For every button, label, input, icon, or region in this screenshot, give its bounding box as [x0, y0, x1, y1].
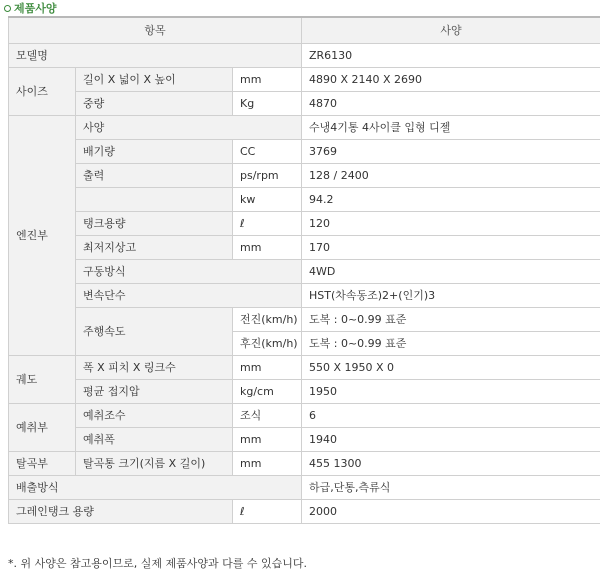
row-unit: mm	[233, 355, 302, 379]
row-label: 평균 접지압	[76, 379, 233, 403]
row-label: 구동방식	[76, 259, 302, 283]
spec-table	[8, 16, 600, 524]
row-value: 170	[302, 235, 600, 259]
category-cell: 예취부	[9, 403, 76, 451]
row-label-empty	[76, 187, 233, 211]
row-unit: CC	[233, 139, 302, 163]
row-unit: mm	[233, 235, 302, 259]
row-unit: 전진(km/h)	[233, 307, 302, 331]
row-label: 그레인탱크 용량	[9, 499, 233, 523]
category-cell: 엔진부	[9, 115, 76, 355]
table-row	[9, 259, 600, 283]
row-label: 배출방식	[9, 475, 302, 499]
section-title-text: 제품사양	[14, 2, 57, 15]
row-label: 중량	[76, 91, 233, 115]
row-label: 폭 X 피치 X 링크수	[76, 355, 233, 379]
row-value: 하급,단통,측류식	[302, 475, 600, 499]
row-value: 6	[302, 403, 600, 427]
row-value: 도복 : 0~0.99 표준	[302, 307, 600, 331]
row-value: 도복 : 0~0.99 표준	[302, 331, 600, 355]
category-cell: 궤도	[9, 355, 76, 403]
row-label: 길이 X 넓이 X 높이	[76, 67, 233, 91]
row-value: 4WD	[302, 259, 600, 283]
row-unit: ps/rpm	[233, 163, 302, 187]
table-row	[9, 187, 600, 211]
table-row	[9, 307, 600, 331]
table-row	[9, 115, 600, 139]
row-value: 4870	[302, 91, 600, 115]
row-label: 출력	[76, 163, 233, 187]
table-row	[9, 475, 600, 499]
table-row	[9, 379, 600, 403]
section-title	[4, 1, 57, 17]
row-label: 주행속도	[76, 307, 233, 355]
row-unit: Kg	[233, 91, 302, 115]
table-row	[9, 403, 600, 427]
table-row	[9, 283, 600, 307]
table-row	[9, 427, 600, 451]
row-label: 탱크용량	[76, 211, 233, 235]
bullet-icon	[4, 5, 11, 12]
row-value: 94.2	[302, 187, 600, 211]
row-unit: mm	[233, 427, 302, 451]
table-row	[9, 211, 600, 235]
category-cell: 사이즈	[9, 67, 76, 115]
row-label: 변속단수	[76, 283, 302, 307]
disclaimer-note: *. 위 사양은 참고용이므로, 실제 제품사양과 다를 수 있습니다.	[8, 557, 307, 570]
row-value: 455 1300	[302, 451, 600, 475]
row-unit: 조식	[233, 403, 302, 427]
row-label: 예취조수	[76, 403, 233, 427]
table-row	[9, 67, 600, 91]
table-row	[9, 355, 600, 379]
header-spec: 사양	[302, 17, 600, 43]
table-row	[9, 235, 600, 259]
table-row	[9, 499, 600, 523]
table-row	[9, 451, 600, 475]
row-value: 3769	[302, 139, 600, 163]
row-value: 120	[302, 211, 600, 235]
row-value: 4890 X 2140 X 2690	[302, 67, 600, 91]
row-value: 수냉4기통 4사이클 입형 디젤	[302, 115, 600, 139]
row-unit: kw	[233, 187, 302, 211]
row-value: 1950	[302, 379, 600, 403]
row-unit: mm	[233, 67, 302, 91]
table-row	[9, 91, 600, 115]
row-value: 1940	[302, 427, 600, 451]
row-value: 550 X 1950 X 0	[302, 355, 600, 379]
row-value: 2000	[302, 499, 600, 523]
row-unit: kg/cm	[233, 379, 302, 403]
table-row	[9, 163, 600, 187]
table-row	[9, 43, 600, 67]
row-unit: 후진(km/h)	[233, 331, 302, 355]
row-label: 최저지상고	[76, 235, 233, 259]
row-label: 모델명	[9, 43, 302, 67]
row-unit: ℓ	[233, 211, 302, 235]
table-header-row	[9, 17, 600, 43]
row-unit: ℓ	[233, 499, 302, 523]
row-value: HST(차속동조)2+(인기)3	[302, 283, 600, 307]
row-value: ZR6130	[302, 43, 600, 67]
row-value: 128 / 2400	[302, 163, 600, 187]
header-item: 항목	[9, 17, 302, 43]
row-unit: mm	[233, 451, 302, 475]
row-label: 배기량	[76, 139, 233, 163]
table-row	[9, 139, 600, 163]
row-label: 탈곡통 크기(지름 X 길이)	[76, 451, 233, 475]
row-label: 예취폭	[76, 427, 233, 451]
row-label: 사양	[76, 115, 302, 139]
category-cell: 탈곡부	[9, 451, 76, 475]
